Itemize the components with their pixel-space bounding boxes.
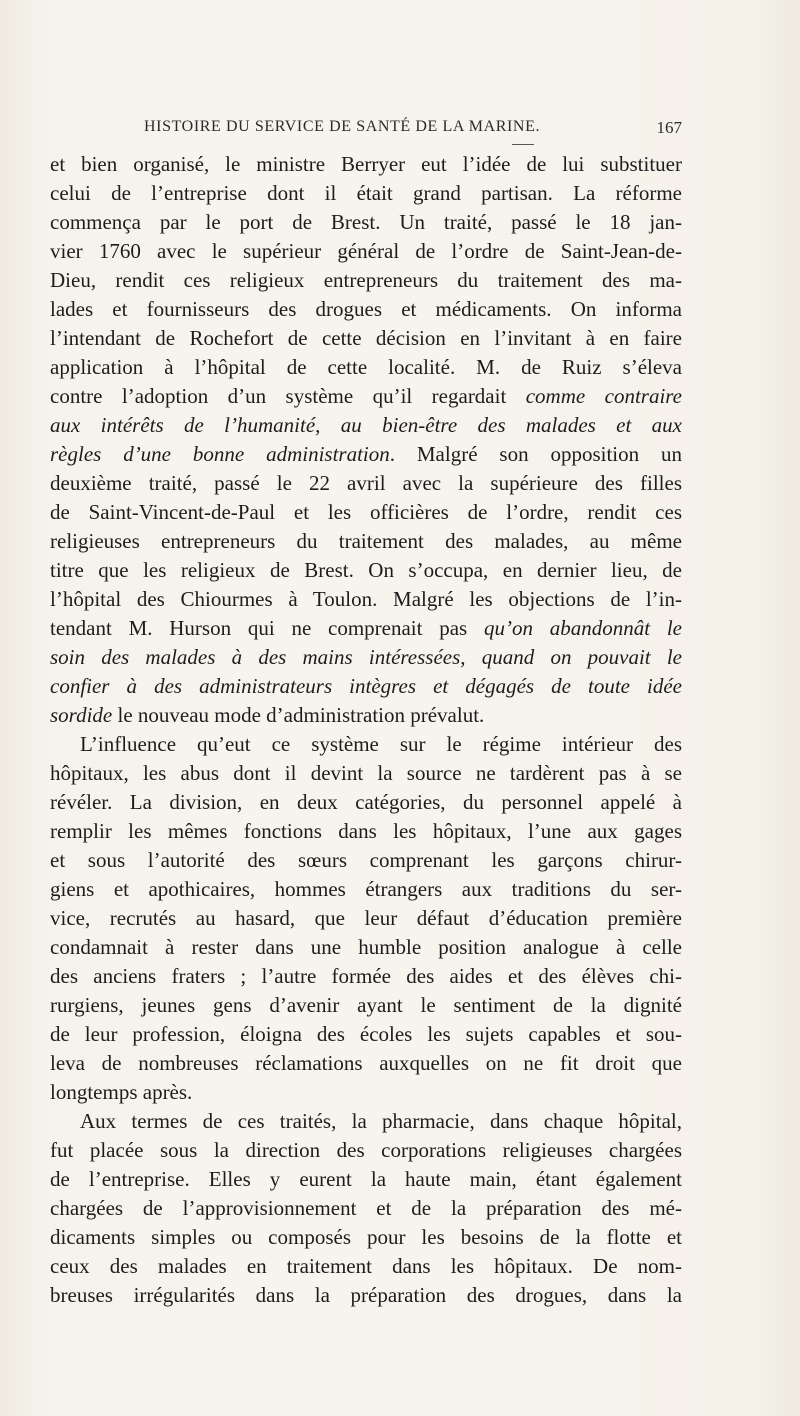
italic-segment: sordide bbox=[50, 703, 113, 727]
text-line bbox=[50, 585, 682, 614]
text-segment: religieuses entrepreneurs du traitement des malades, au même bbox=[50, 529, 682, 553]
text-segment: Dieu, rendit ces religieux entrepreneurs du traitement des ma- bbox=[50, 268, 682, 292]
text-segment: deuxième traité, passé le 22 avril avec la supérieure des filles bbox=[50, 471, 682, 495]
text-segment: leva de nombreuses réclamations auxquelles on ne fit droit que bbox=[50, 1051, 682, 1075]
text-line bbox=[50, 1136, 682, 1165]
text-segment: l’intendant de Rochefort de cette décision en l’invitant à en faire bbox=[50, 326, 682, 350]
text-line bbox=[50, 556, 682, 585]
text-line bbox=[50, 1223, 682, 1252]
text-segment: tendant M. Hurson qui ne comprenait pas bbox=[50, 616, 484, 640]
text-line bbox=[50, 904, 682, 933]
body-text bbox=[50, 150, 682, 1310]
text-segment: contre l’adoption d’un système qu’il regardait bbox=[50, 384, 526, 408]
text-line bbox=[50, 353, 682, 382]
text-line bbox=[50, 498, 682, 527]
italic-segment: comme contraire bbox=[525, 384, 682, 408]
italic-segment: soin des malades à des mains intéressées bbox=[50, 645, 461, 669]
text-segment: vier 1760 avec le supérieur général de l’ordre de Saint-Jean-de- bbox=[50, 239, 682, 263]
running-header bbox=[144, 118, 682, 142]
text-segment: et bien organisé, le ministre Berryer eut l’idée de lui substituer bbox=[50, 152, 682, 176]
text-segment: ceux des malades en traitement dans les hôpitaux. De nom- bbox=[50, 1254, 682, 1278]
text-segment: application à l’hôpital de cette localité. M. de Ruiz s’éleva bbox=[50, 355, 682, 379]
text-segment: Aux termes de ces traités, la pharmacie, dans chaque hôpital, bbox=[80, 1109, 682, 1133]
text-segment: remplir les mêmes fonctions dans les hôpitaux, l’une aux gages bbox=[50, 819, 682, 843]
text-segment: chargées de l’approvisionnement et de la préparation des mé- bbox=[50, 1196, 682, 1220]
text-line bbox=[50, 933, 682, 962]
text-segment: rurgiens, jeunes gens d’avenir ayant le sentiment de la dignité bbox=[50, 993, 682, 1017]
text-segment: vice, recrutés au hasard, que leur défaut d’éducation première bbox=[50, 906, 682, 930]
text-segment: de l’entreprise. Elles y eurent la haute main, étant également bbox=[50, 1167, 682, 1191]
italic-segment: règles d’une bonne administration bbox=[50, 442, 390, 466]
text-line bbox=[50, 179, 682, 208]
text-line bbox=[50, 1107, 682, 1136]
text-line bbox=[50, 730, 682, 759]
italic-segment: au bien-être des malades et aux bbox=[340, 413, 682, 437]
text-line bbox=[50, 817, 682, 846]
text-segment: l’hôpital des Chiourmes à Toulon. Malgré les objections de l’in- bbox=[50, 587, 682, 611]
text-segment: et sous l’autorité des sœurs comprenant les garçons chirur- bbox=[50, 848, 682, 872]
text-line bbox=[50, 846, 682, 875]
text-line bbox=[50, 614, 682, 643]
text-line bbox=[50, 440, 682, 469]
italic-segment: quand on pouvait le bbox=[481, 645, 682, 669]
header-rule bbox=[512, 144, 534, 145]
text-line bbox=[50, 150, 682, 179]
text-line bbox=[50, 237, 682, 266]
text-segment: breuses irrégularités dans la préparation des drogues, dans la bbox=[50, 1283, 682, 1307]
running-title: HISTOIRE DU SERVICE DE SANTÉ DE LA MARINE. bbox=[144, 118, 541, 135]
text-line bbox=[50, 875, 682, 904]
text-line bbox=[50, 266, 682, 295]
text-line bbox=[50, 1078, 682, 1107]
page-number: 167 bbox=[656, 118, 682, 137]
text-segment: le nouveau mode d’administration prévalut. bbox=[112, 703, 485, 727]
text-line bbox=[50, 701, 682, 730]
text-segment: lades et fournisseurs des drogues et médicaments. On informa bbox=[50, 297, 682, 321]
text-line bbox=[50, 411, 682, 440]
text-segment: longtemps après. bbox=[50, 1080, 193, 1104]
text-line bbox=[50, 1049, 682, 1078]
text-segment: de leur profession, éloigna des écoles les sujets capables et sou- bbox=[50, 1022, 682, 1046]
text-line bbox=[50, 788, 682, 817]
italic-segment: aux intérêts de l’humanité bbox=[50, 413, 316, 437]
text-segment: condamnait à rester dans une humble position analogue à celle bbox=[50, 935, 682, 959]
text-line bbox=[50, 1252, 682, 1281]
text-line bbox=[50, 1281, 682, 1310]
text-line bbox=[50, 991, 682, 1020]
text-segment: , bbox=[315, 413, 341, 437]
text-line bbox=[50, 672, 682, 701]
text-line bbox=[50, 324, 682, 353]
text-segment: titre que les religieux de Brest. On s’occupa, en dernier lieu, de bbox=[50, 558, 682, 582]
text-segment: , bbox=[460, 645, 482, 669]
text-segment: fut placée sous la direction des corporations religieuses chargées bbox=[50, 1138, 682, 1162]
text-segment: des anciens fraters ; l’autre formée des aides et des élèves chi- bbox=[50, 964, 682, 988]
text-segment: dicaments simples ou composés pour les besoins de la flotte et bbox=[50, 1225, 682, 1249]
text-line bbox=[50, 643, 682, 672]
text-segment: giens et apothicaires, hommes étrangers aux traditions du ser- bbox=[50, 877, 682, 901]
text-line bbox=[50, 469, 682, 498]
text-line bbox=[50, 382, 682, 411]
text-line bbox=[50, 295, 682, 324]
text-segment: révéler. La division, en deux catégories, du personnel appelé à bbox=[50, 790, 682, 814]
text-segment: commença par le port de Brest. Un traité, passé le 18 jan- bbox=[50, 210, 682, 234]
text-segment: de Saint-Vincent-de-Paul et les officières de l’ordre, rendit ces bbox=[50, 500, 682, 524]
italic-segment: qu’on abandonnât le bbox=[484, 616, 682, 640]
text-segment: . Malgré son opposition un bbox=[389, 442, 682, 466]
text-segment: hôpitaux, les abus dont il devint la source ne tardèrent pas à se bbox=[50, 761, 682, 785]
text-line bbox=[50, 759, 682, 788]
text-line bbox=[50, 1020, 682, 1049]
italic-segment: confier à des administrateurs intègres et dégagés de toute idée bbox=[50, 674, 682, 698]
text-line bbox=[50, 1165, 682, 1194]
text-line bbox=[50, 1194, 682, 1223]
text-line bbox=[50, 527, 682, 556]
text-line bbox=[50, 208, 682, 237]
text-line bbox=[50, 962, 682, 991]
text-segment: celui de l’entreprise dont il était grand partisan. La réforme bbox=[50, 181, 682, 205]
text-segment: L’influence qu’eut ce système sur le régime intérieur des bbox=[80, 732, 682, 756]
